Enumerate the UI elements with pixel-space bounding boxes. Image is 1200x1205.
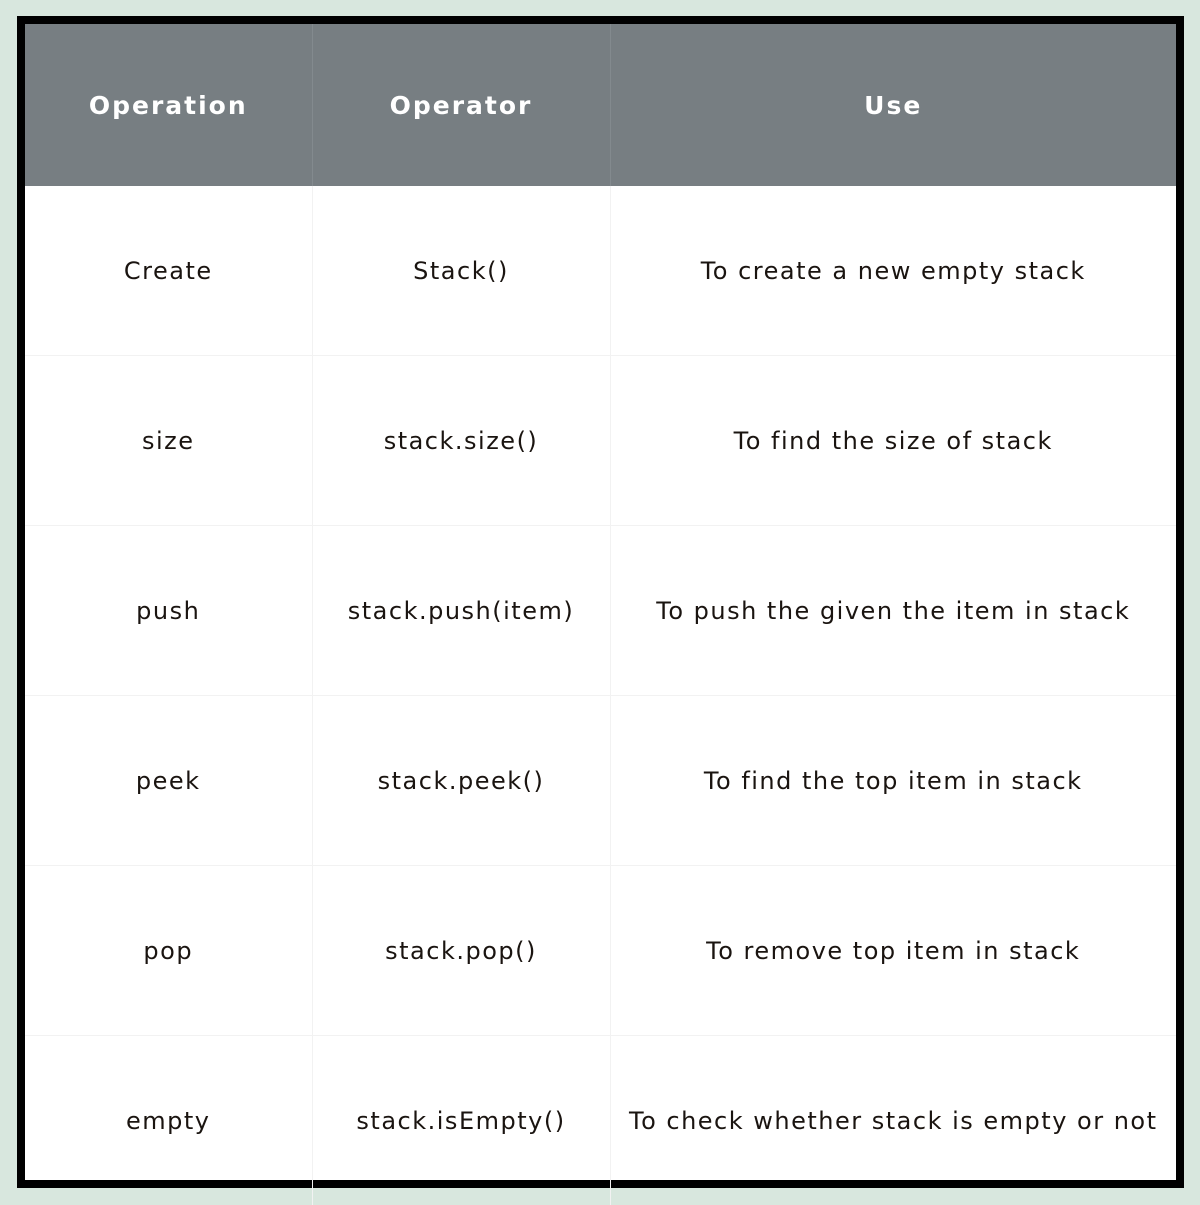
operator-cell: Stack()	[312, 186, 610, 356]
use-cell: To find the size of stack	[610, 356, 1176, 526]
table-row	[25, 696, 1176, 866]
operator-cell: stack.isEmpty()	[312, 1036, 610, 1205]
table-row	[25, 526, 1176, 696]
use-cell: To find the top item in stack	[610, 696, 1176, 866]
operator-cell: stack.pop()	[312, 866, 610, 1036]
use-cell: To remove top item in stack	[610, 866, 1176, 1036]
operation-cell: empty	[25, 1036, 312, 1205]
header-row	[25, 24, 1176, 186]
header-use: Use	[610, 24, 1176, 186]
table-row	[25, 1036, 1176, 1205]
table-row	[25, 356, 1176, 526]
stack-operations-table	[25, 24, 1176, 1205]
operator-cell: stack.peek()	[312, 696, 610, 866]
use-cell: To check whether stack is empty or not	[610, 1036, 1176, 1205]
table-row	[25, 866, 1176, 1036]
operation-cell: Create	[25, 186, 312, 356]
operator-cell: stack.push(item)	[312, 526, 610, 696]
table-frame	[17, 16, 1184, 1188]
operator-cell: stack.size()	[312, 356, 610, 526]
operation-cell: pop	[25, 866, 312, 1036]
use-cell: To push the given the item in stack	[610, 526, 1176, 696]
operation-cell: size	[25, 356, 312, 526]
table-row	[25, 186, 1176, 356]
header-operator: Operator	[312, 24, 610, 186]
header-operation: Operation	[25, 24, 312, 186]
use-cell: To create a new empty stack	[610, 186, 1176, 356]
operation-cell: push	[25, 526, 312, 696]
operation-cell: peek	[25, 696, 312, 866]
